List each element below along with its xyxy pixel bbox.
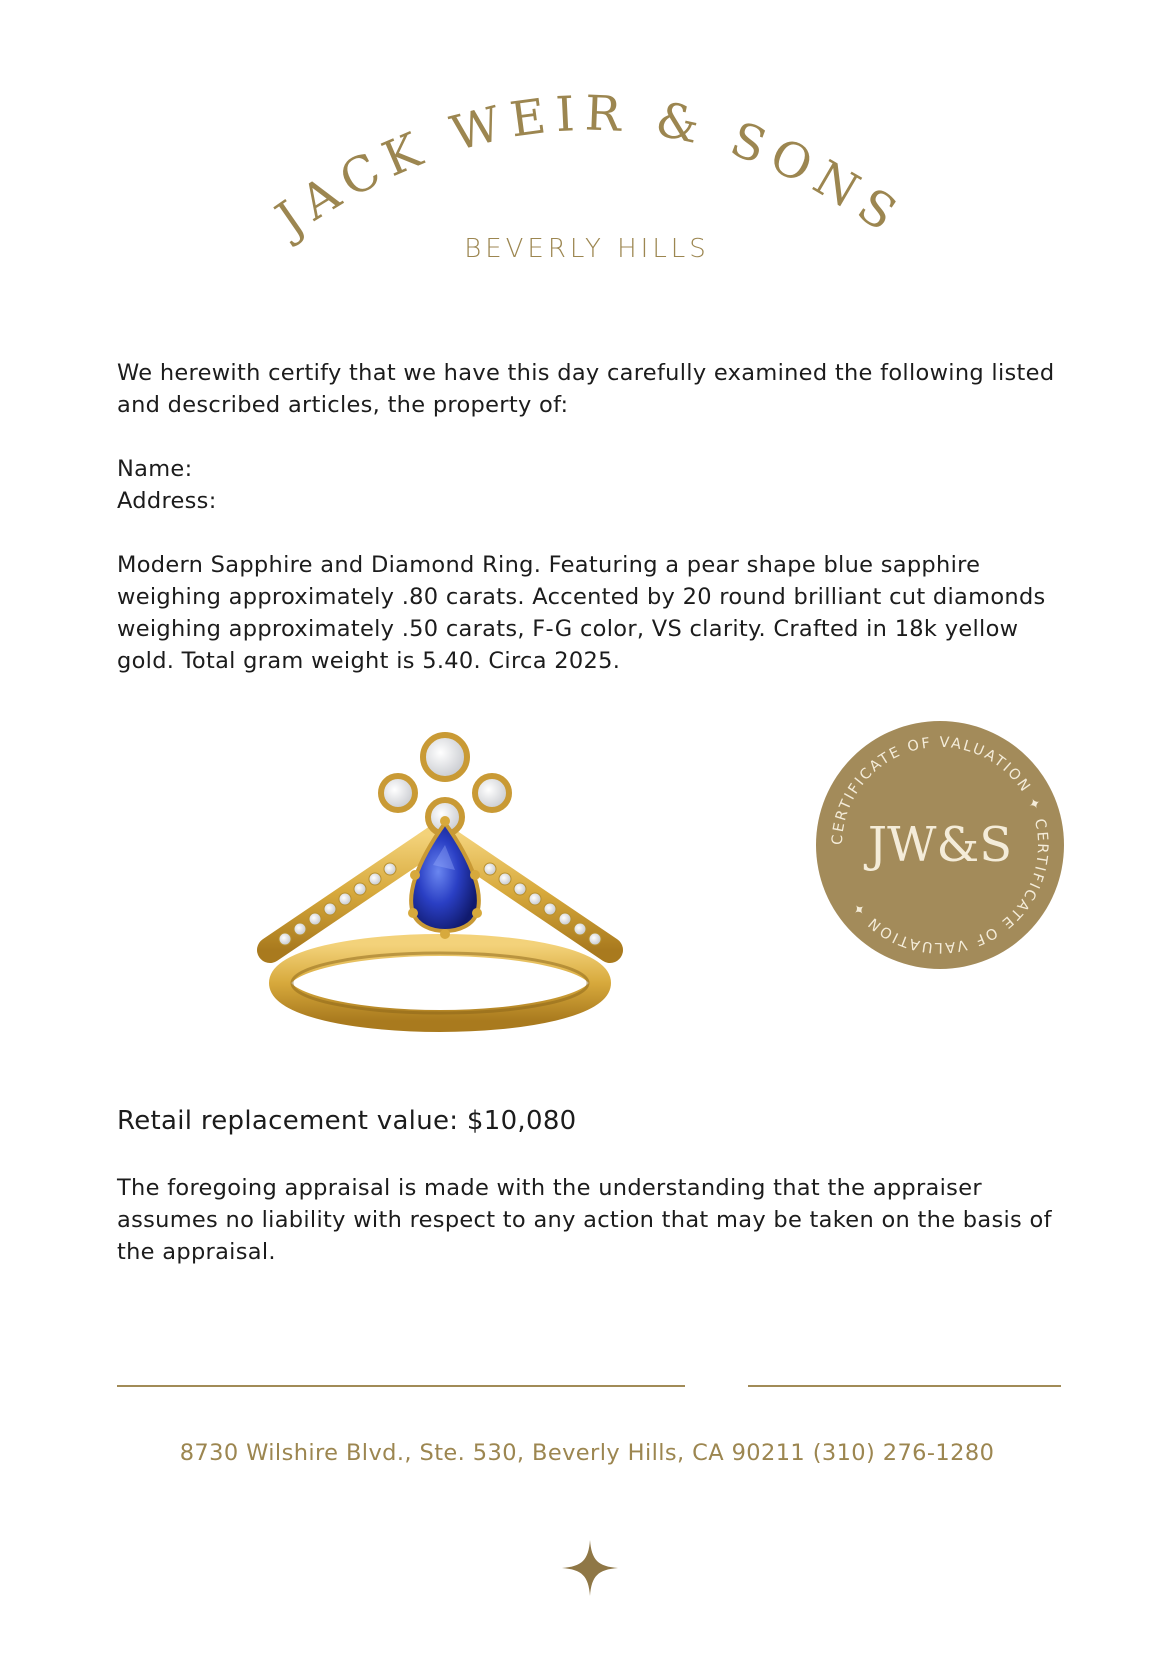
intro-text: We herewith certify that we have this day carefully examined the following listed and described articles, the property of:: [117, 360, 1055, 418]
four-point-star-icon: [560, 1538, 620, 1598]
footer-address: 8730 Wilshire Blvd., Ste. 530, Beverly Hills, CA 90211 (310) 276-1280: [179, 1440, 995, 1466]
ring-photo: [255, 725, 655, 1065]
disclaimer-text: The foregoing appraisal is made with the understanding that the appraiser assumes no liability with respect to any action that may be taken on the basis of the appraisal.: [117, 1175, 1052, 1265]
signature-line: [117, 1385, 685, 1387]
date-line: [748, 1385, 1061, 1387]
brand-name: JACK WEIR & SONS: [266, 85, 914, 248]
item-description: Modern Sapphire and Diamond Ring. Featuring a pear shape blue sapphire weighing approximately .80 carats. Accented by 20 round brilliant cut diamonds weighing approximately .50 carats, F-G color, VS clarity. Crafted in 18k yellow gold. Total gram weight is 5.40. Circa 2025.: [117, 552, 1046, 674]
address-label: Address:: [117, 488, 217, 514]
retail-value: Retail replacement value: $10,080: [117, 1106, 577, 1136]
svg-text:JACK WEIR & SONS: [262, 85, 913, 250]
seal-ring-text: CERTIFICATE OF VALUATION ✦ CERTIFICATE OF VALUATION ✦: [829, 734, 1051, 956]
certificate-seal: [810, 715, 1070, 975]
brand-logo: [240, 60, 940, 260]
name-label: Name:: [117, 456, 193, 482]
seal-monogram: JW&S: [867, 817, 1013, 873]
brand-location: BEVERLY HILLS: [464, 234, 710, 264]
